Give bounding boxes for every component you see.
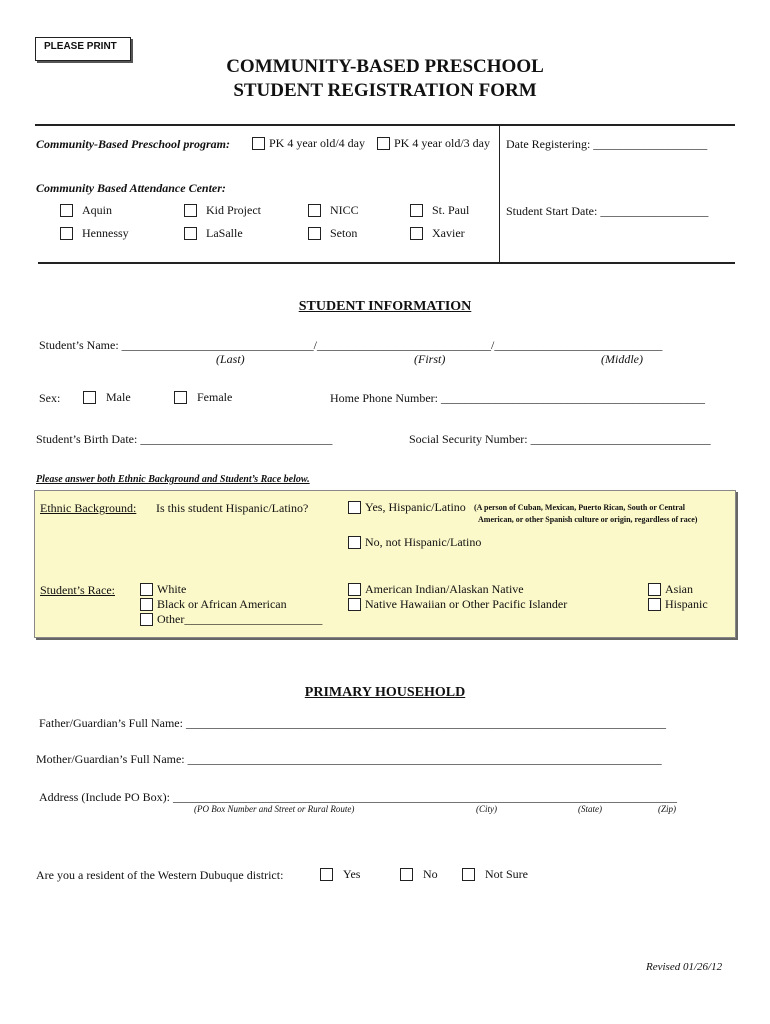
date-registering-field[interactable]: Date Registering: ___________________ [506,137,708,151]
ethnic-instruction: Please answer both Ethnic Background and Student’s Race below. [36,474,310,485]
form-title-line1: COMMUNITY-BASED PRESCHOOL [226,56,544,77]
center-xavier[interactable]: Xavier [410,226,465,241]
center-st-paul[interactable]: St. Paul [410,203,469,218]
race-black[interactable]: Black or African American [140,597,287,612]
center-nicc[interactable]: NICC [308,203,359,218]
student-info-heading: STUDENT INFORMATION [298,299,472,314]
center-kid-project[interactable]: Kid Project [184,203,261,218]
attendance-label: Community Based Attendance Center: [36,181,226,195]
zip-hint: (Zip) [658,804,676,814]
checkbox[interactable] [252,137,265,150]
hispanic-note-line2: American, or other Spanish culture or origin, regardless of race) [478,515,698,524]
middle-hint: (Middle) [601,352,643,366]
vertical-divider [499,126,500,263]
city-hint: (City) [476,804,497,814]
section-rule [38,262,735,264]
race-hawaiian[interactable]: Native Hawaiian or Other Pacific Islander [348,597,567,612]
hispanic-question: Is this student Hispanic/Latino? [156,501,309,515]
hispanic-yes[interactable]: Yes, Hispanic/Latino [348,500,466,515]
center-hennessy[interactable]: Hennessy [60,226,129,241]
last-hint: (Last) [216,352,245,366]
hispanic-note-line1: (A person of Cuban, Mexican, Puerto Rican, South or Central [474,503,685,512]
center-lasalle[interactable]: LaSalle [184,226,243,241]
program-option-4day[interactable]: PK 4 year old/4 day [252,136,365,151]
resident-no[interactable]: No [400,867,438,882]
program-label: Community-Based Preschool program: [36,137,231,151]
mother-name-field[interactable]: Mother/Guardian’s Full Name: _______________________________________________________________________________ [36,752,662,766]
address-field[interactable]: Address (Include PO Box): ____________________________________________________________________________________ [39,790,677,804]
resident-yes[interactable]: Yes [320,867,360,882]
checkbox[interactable] [377,137,390,150]
race-asian[interactable]: Asian [648,582,693,597]
center-aquin[interactable]: Aquin [60,203,112,218]
race-other[interactable]: Other_______________________ [140,612,322,627]
form-title-line2: STUDENT REGISTRATION FORM [233,80,537,101]
program-option-3day[interactable]: PK 4 year old/3 day [377,136,490,151]
race-label: Student’s Race: [40,583,115,597]
hispanic-no[interactable]: No, not Hispanic/Latino [348,535,481,550]
home-phone-field[interactable]: Home Phone Number: ____________________________________________ [330,391,705,405]
top-rule [35,124,735,126]
race-hispanic[interactable]: Hispanic [648,597,708,612]
student-start-date-field[interactable]: Student Start Date: __________________ [506,204,709,218]
race-white[interactable]: White [140,582,186,597]
sex-label: Sex: [39,391,61,405]
center-seton[interactable]: Seton [308,226,357,241]
father-name-field[interactable]: Father/Guardian’s Full Name: ________________________________________________________________________________ [39,716,666,730]
resident-question: Are you a resident of the Western Dubuque district: [36,868,284,882]
birth-date-field[interactable]: Student’s Birth Date: ________________________________ [36,432,333,446]
state-hint: (State) [578,804,602,814]
sex-male[interactable]: Male [83,390,131,405]
household-heading: PRIMARY HOUSEHOLD [304,685,466,700]
student-name-field[interactable]: Student’s Name: ________________________________/_____________________________/____________________________ [39,338,663,352]
revised-date: Revised 01/26/12 [646,961,723,973]
resident-not-sure[interactable]: Not Sure [462,867,528,882]
sex-female[interactable]: Female [174,390,232,405]
first-hint: (First) [414,352,446,366]
please-print-label: PLEASE PRINT [44,41,117,52]
ssn-field[interactable]: Social Security Number: ______________________________ [409,432,711,446]
po-box-hint: (PO Box Number and Street or Rural Route) [194,804,355,814]
ethnic-background-label: Ethnic Background: [40,501,137,515]
race-american-indian[interactable]: American Indian/Alaskan Native [348,582,524,597]
